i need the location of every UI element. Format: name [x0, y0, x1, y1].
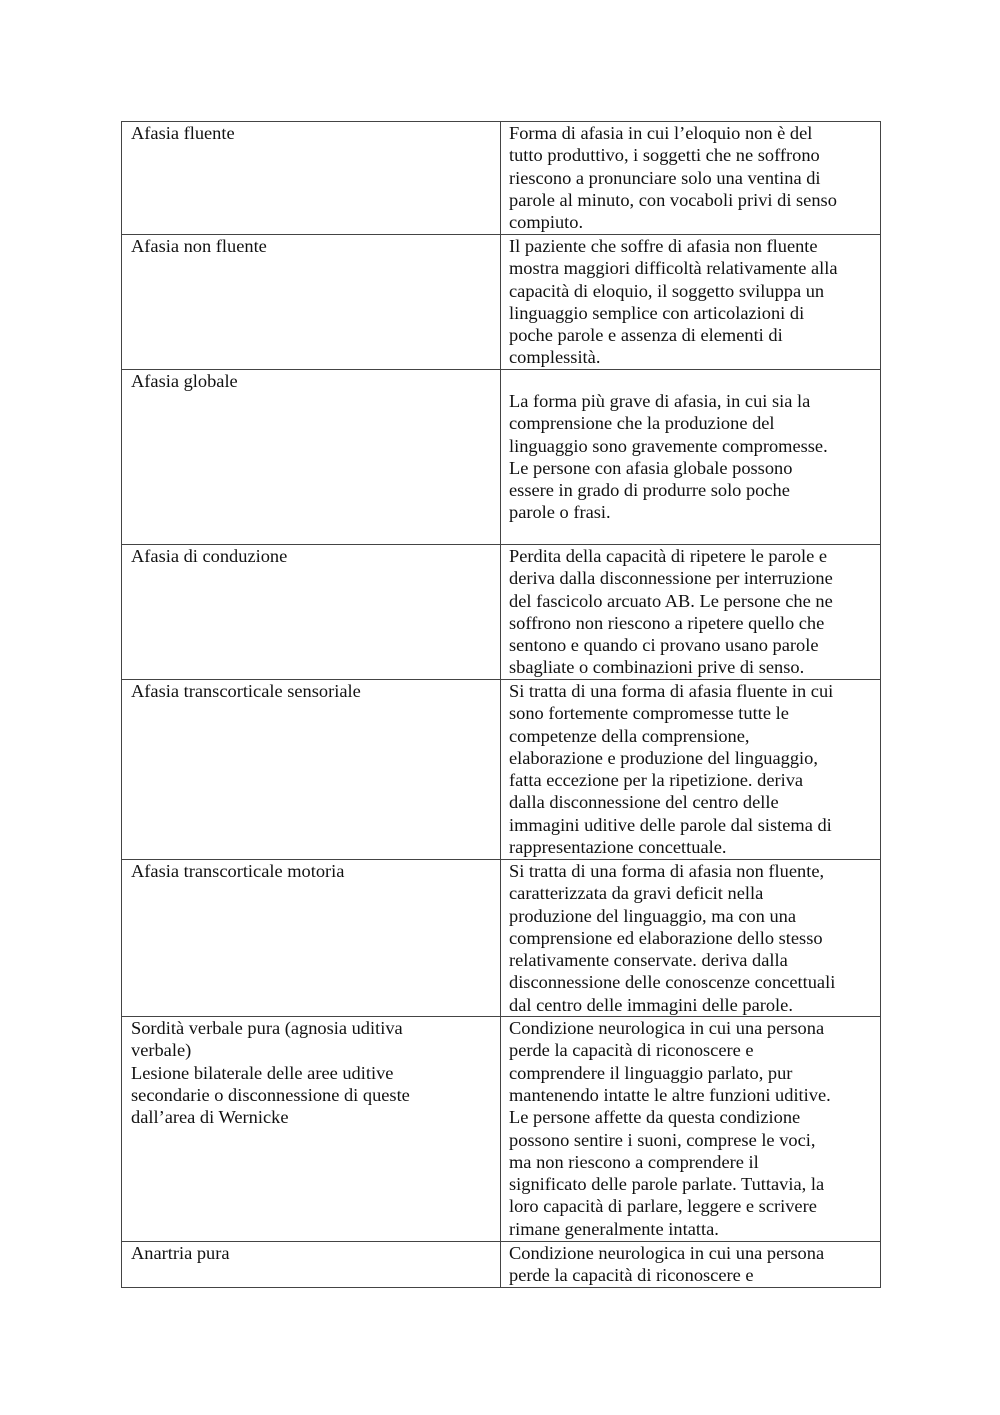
table-row: [122, 370, 881, 545]
term-cell: Afasia globale: [122, 370, 501, 545]
aphasia-glossary-table: [121, 121, 881, 1288]
definition-cell: Si tratta di una forma di afasia fluente in cui sono fortemente compromesse tutte le competenze della comprensione, elaborazione e produzione del linguaggio, fatta eccezione per la ripetizione. deriva dalla disconnessione del centro delle immagini uditive delle parole dal sistema di rappresentazione concettuale.: [501, 680, 881, 860]
definition-cell: Si tratta di una forma di afasia non fluente, caratterizzata da gravi deficit nella produzione del linguaggio, ma con una comprensione ed elaborazione dello stesso relativamente conservate. deriva dalla disconnessione delle conoscenze concettuali dal centro delle immagini delle parole.: [501, 860, 881, 1017]
term-cell: Afasia transcorticale motoria: [122, 860, 501, 1017]
definition-cell: [501, 370, 881, 545]
table-row: [122, 1017, 881, 1242]
table-row: [122, 122, 881, 235]
term-cell: Afasia di conduzione: [122, 545, 501, 680]
table-row: [122, 1242, 881, 1288]
definition-text: La forma più grave di afasia, in cui sia la comprensione che la produzione del linguaggio sono gravemente compromesse. Le persone con afasia globale possono essere in grado di produrre solo poche parole o frasi.: [509, 391, 828, 523]
table-row: [122, 680, 881, 860]
definition-cell: Condizione neurologica in cui una persona perde la capacità di riconoscere e: [501, 1242, 881, 1288]
table-row: [122, 545, 881, 680]
definition-cell: Condizione neurologica in cui una persona perde la capacità di riconoscere e comprendere il linguaggio parlato, pur mantenendo intatte le altre funzioni uditive. Le persone affette da questa condizione possono sentire i suoni, comprese le voci, ma non riescono a comprendere il significato delle parole parlate. Tuttavia, la loro capacità di parlare, leggere e scrivere rimane generalmente intatta.: [501, 1017, 881, 1242]
table-row: [122, 235, 881, 370]
term-cell: Afasia non fluente: [122, 235, 501, 370]
term-cell: Afasia fluente: [122, 122, 501, 235]
term-cell: Anartria pura: [122, 1242, 501, 1288]
definition-cell: Forma di afasia in cui l’eloquio non è del tutto produttivo, i soggetti che ne soffrono riescono a pronunciare solo una ventina di parole al minuto, con vocaboli privi di senso compiuto.: [501, 122, 881, 235]
definition-cell: Perdita della capacità di ripetere le parole e deriva dalla disconnessione per interruzione del fascicolo arcuato AB. Le persone che ne soffrono non riescono a ripetere quello che sentono e quando ci provano usano parole sbagliate o combinazioni prive di senso.: [501, 545, 881, 680]
term-cell: Afasia transcorticale sensoriale: [122, 680, 501, 860]
definition-cell: Il paziente che soffre di afasia non fluente mostra maggiori difficoltà relativamente alla capacità di eloquio, il soggetto sviluppa un linguaggio semplice con articolazioni di poche parole e assenza di elementi di complessità.: [501, 235, 881, 370]
table-row: [122, 860, 881, 1017]
term-cell: Sordità verbale pura (agnosia uditiva verbale) Lesione bilaterale delle aree uditive secondarie o disconnessione di queste dall’area di Wernicke: [122, 1017, 501, 1242]
